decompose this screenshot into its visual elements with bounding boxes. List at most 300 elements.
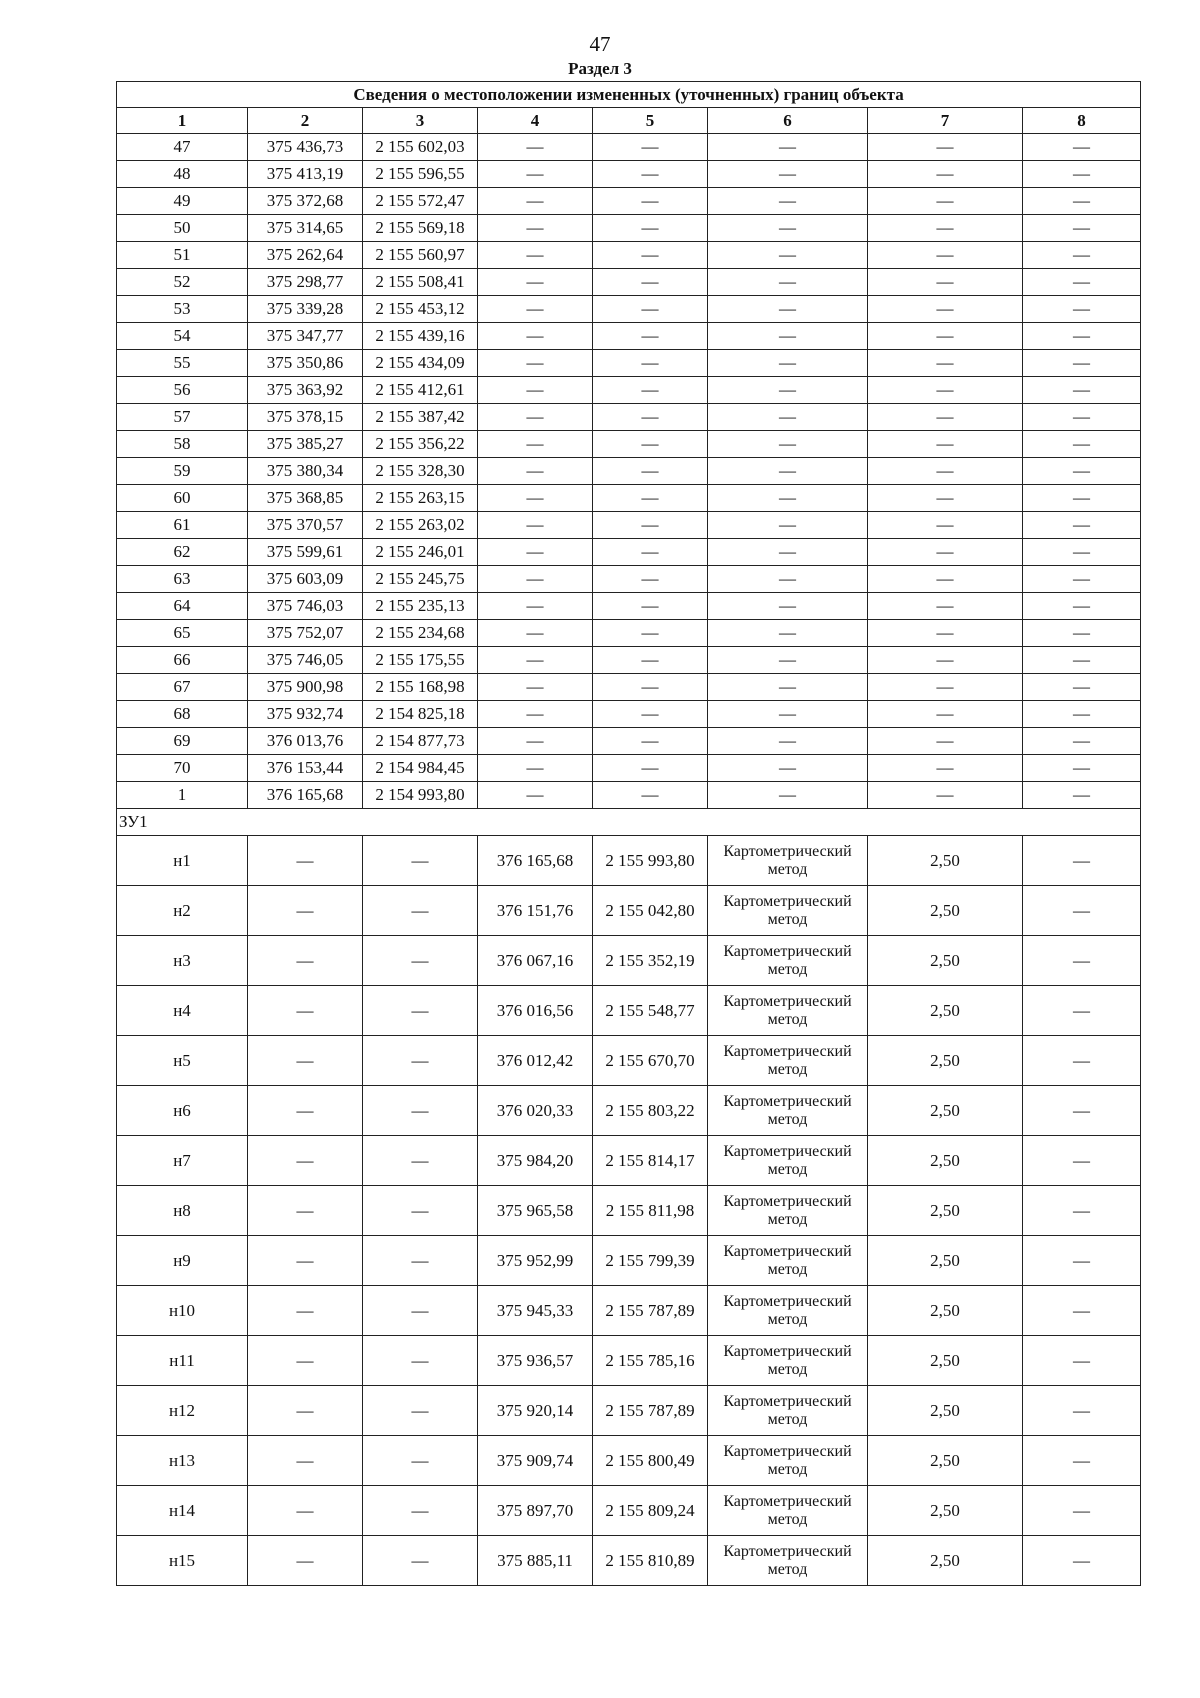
column-number: 6 xyxy=(708,108,868,134)
point-number-cell: н3 xyxy=(117,936,248,986)
method-cell: — xyxy=(708,215,868,242)
accuracy-cell: 2,50 xyxy=(868,1286,1023,1336)
table-row xyxy=(117,1486,1141,1536)
point-number-cell: н14 xyxy=(117,1486,248,1536)
point-number-cell: н13 xyxy=(117,1436,248,1486)
new-y-cell: — xyxy=(593,458,708,485)
section-title: Раздел 3 xyxy=(568,59,632,78)
description-cell: — xyxy=(1023,296,1141,323)
existing-x-cell: — xyxy=(248,886,363,936)
existing-y-cell: 2 155 439,16 xyxy=(363,323,478,350)
new-y-cell: — xyxy=(593,782,708,809)
table-row xyxy=(117,1186,1141,1236)
existing-x-cell: — xyxy=(248,1086,363,1136)
method-cell: Картометрический метод xyxy=(708,936,868,986)
existing-x-cell: 375 262,64 xyxy=(248,242,363,269)
existing-x-cell: 376 013,76 xyxy=(248,728,363,755)
accuracy-cell: 2,50 xyxy=(868,1486,1023,1536)
accuracy-cell: — xyxy=(868,674,1023,701)
existing-y-cell: 2 155 508,41 xyxy=(363,269,478,296)
method-cell: — xyxy=(708,269,868,296)
existing-y-cell: — xyxy=(363,1086,478,1136)
point-number-cell: 53 xyxy=(117,296,248,323)
table-row xyxy=(117,161,1141,188)
column-number: 7 xyxy=(868,108,1023,134)
accuracy-cell: 2,50 xyxy=(868,886,1023,936)
new-x-cell: 376 067,16 xyxy=(478,936,593,986)
table-row xyxy=(117,620,1141,647)
point-number-cell: 64 xyxy=(117,593,248,620)
table-row xyxy=(117,1136,1141,1186)
method-cell: Картометрический метод xyxy=(708,986,868,1036)
existing-x-cell: — xyxy=(248,1386,363,1436)
new-y-cell: — xyxy=(593,161,708,188)
method-cell: — xyxy=(708,134,868,161)
existing-x-cell: 375 350,86 xyxy=(248,350,363,377)
table-row xyxy=(117,1036,1141,1086)
new-y-cell: — xyxy=(593,188,708,215)
existing-x-cell: 375 298,77 xyxy=(248,269,363,296)
new-x-cell: — xyxy=(478,404,593,431)
description-cell: — xyxy=(1023,1186,1141,1236)
existing-x-cell: — xyxy=(248,936,363,986)
accuracy-cell: — xyxy=(868,485,1023,512)
new-y-cell: — xyxy=(593,701,708,728)
existing-y-cell: — xyxy=(363,1436,478,1486)
new-x-cell: — xyxy=(478,539,593,566)
existing-x-cell: 375 603,09 xyxy=(248,566,363,593)
point-number-cell: 65 xyxy=(117,620,248,647)
method-cell: — xyxy=(708,242,868,269)
existing-y-cell: — xyxy=(363,1236,478,1286)
existing-x-cell: 375 746,05 xyxy=(248,647,363,674)
table-row xyxy=(117,728,1141,755)
new-x-cell: — xyxy=(478,620,593,647)
description-cell: — xyxy=(1023,647,1141,674)
accuracy-cell: — xyxy=(868,620,1023,647)
table-row xyxy=(117,377,1141,404)
existing-x-cell: — xyxy=(248,1486,363,1536)
description-cell: — xyxy=(1023,323,1141,350)
description-cell: — xyxy=(1023,458,1141,485)
new-x-cell: — xyxy=(478,323,593,350)
method-cell: — xyxy=(708,782,868,809)
existing-x-cell: 375 752,07 xyxy=(248,620,363,647)
point-number-cell: н7 xyxy=(117,1136,248,1186)
description-cell: — xyxy=(1023,431,1141,458)
description-cell: — xyxy=(1023,1136,1141,1186)
new-x-cell: 376 020,33 xyxy=(478,1086,593,1136)
point-number-cell: 55 xyxy=(117,350,248,377)
description-cell: — xyxy=(1023,755,1141,782)
existing-x-cell: 376 165,68 xyxy=(248,782,363,809)
table-row xyxy=(117,936,1141,986)
existing-x-cell: 375 368,85 xyxy=(248,485,363,512)
description-cell: — xyxy=(1023,1386,1141,1436)
point-number-cell: н1 xyxy=(117,836,248,886)
method-cell: — xyxy=(708,728,868,755)
accuracy-cell: — xyxy=(868,728,1023,755)
accuracy-cell: — xyxy=(868,431,1023,458)
existing-y-cell: 2 155 263,02 xyxy=(363,512,478,539)
accuracy-cell: 2,50 xyxy=(868,1036,1023,1086)
new-x-cell: — xyxy=(478,593,593,620)
table-row xyxy=(117,1436,1141,1486)
method-cell: Картометрический метод xyxy=(708,1086,868,1136)
existing-y-cell: — xyxy=(363,1386,478,1436)
accuracy-cell: 2,50 xyxy=(868,1236,1023,1286)
table-row xyxy=(117,1386,1141,1436)
point-number-cell: н4 xyxy=(117,986,248,1036)
point-number-cell: н12 xyxy=(117,1386,248,1436)
method-cell: — xyxy=(708,350,868,377)
accuracy-cell: 2,50 xyxy=(868,1436,1023,1486)
method-cell: Картометрический метод xyxy=(708,886,868,936)
method-cell: — xyxy=(708,161,868,188)
table-row xyxy=(117,134,1141,161)
description-cell: — xyxy=(1023,1236,1141,1286)
table-row xyxy=(117,1536,1141,1586)
method-cell: Картометрический метод xyxy=(708,1136,868,1186)
existing-x-cell: — xyxy=(248,1136,363,1186)
existing-x-cell: — xyxy=(248,986,363,1036)
table-row xyxy=(117,593,1141,620)
new-y-cell: 2 155 811,98 xyxy=(593,1186,708,1236)
accuracy-cell: — xyxy=(868,701,1023,728)
accuracy-cell: 2,50 xyxy=(868,986,1023,1036)
description-cell: — xyxy=(1023,1336,1141,1386)
accuracy-cell: — xyxy=(868,782,1023,809)
point-number-cell: 47 xyxy=(117,134,248,161)
method-cell: Картометрический метод xyxy=(708,1336,868,1386)
existing-y-cell: 2 155 412,61 xyxy=(363,377,478,404)
new-y-cell: 2 155 993,80 xyxy=(593,836,708,886)
accuracy-cell: — xyxy=(868,350,1023,377)
new-y-cell: — xyxy=(593,296,708,323)
table-row xyxy=(117,458,1141,485)
existing-y-cell: 2 155 387,42 xyxy=(363,404,478,431)
new-y-cell: — xyxy=(593,647,708,674)
accuracy-cell: — xyxy=(868,269,1023,296)
accuracy-cell: 2,50 xyxy=(868,1136,1023,1186)
new-y-cell: — xyxy=(593,539,708,566)
existing-y-cell: 2 155 263,15 xyxy=(363,485,478,512)
new-x-cell: — xyxy=(478,647,593,674)
point-number-cell: н11 xyxy=(117,1336,248,1386)
point-number-cell: 63 xyxy=(117,566,248,593)
accuracy-cell: 2,50 xyxy=(868,1086,1023,1136)
accuracy-cell: — xyxy=(868,566,1023,593)
column-number: 8 xyxy=(1023,108,1141,134)
column-number: 3 xyxy=(363,108,478,134)
table-row xyxy=(117,1236,1141,1286)
existing-x-cell: — xyxy=(248,1536,363,1586)
point-number-cell: н10 xyxy=(117,1286,248,1336)
existing-y-cell: 2 155 168,98 xyxy=(363,674,478,701)
existing-y-cell: — xyxy=(363,1036,478,1086)
new-y-cell: — xyxy=(593,134,708,161)
new-y-cell: 2 155 809,24 xyxy=(593,1486,708,1536)
existing-y-cell: 2 155 560,97 xyxy=(363,242,478,269)
description-cell: — xyxy=(1023,161,1141,188)
new-x-cell: — xyxy=(478,431,593,458)
table-row xyxy=(117,886,1141,936)
table-caption: Сведения о местоположении измененных (уточненных) границ объекта xyxy=(117,82,1141,108)
existing-y-cell: 2 154 825,18 xyxy=(363,701,478,728)
table-row xyxy=(117,755,1141,782)
existing-x-cell: — xyxy=(248,1436,363,1486)
existing-y-cell: — xyxy=(363,936,478,986)
description-cell: — xyxy=(1023,986,1141,1036)
method-cell: — xyxy=(708,188,868,215)
new-y-cell: 2 155 814,17 xyxy=(593,1136,708,1186)
new-x-cell: — xyxy=(478,350,593,377)
table-caption-row xyxy=(117,82,1141,108)
new-y-cell: — xyxy=(593,755,708,782)
accuracy-cell: — xyxy=(868,323,1023,350)
description-cell: — xyxy=(1023,566,1141,593)
existing-y-cell: 2 155 234,68 xyxy=(363,620,478,647)
existing-x-cell: — xyxy=(248,1036,363,1086)
new-y-cell: 2 155 799,39 xyxy=(593,1236,708,1286)
existing-x-cell: 375 436,73 xyxy=(248,134,363,161)
existing-y-cell: 2 154 993,80 xyxy=(363,782,478,809)
new-y-cell: — xyxy=(593,593,708,620)
accuracy-cell: — xyxy=(868,215,1023,242)
point-number-cell: 67 xyxy=(117,674,248,701)
point-number-cell: 68 xyxy=(117,701,248,728)
new-x-cell: 375 897,70 xyxy=(478,1486,593,1536)
point-number-cell: 49 xyxy=(117,188,248,215)
accuracy-cell: — xyxy=(868,755,1023,782)
accuracy-cell: — xyxy=(868,296,1023,323)
description-cell: — xyxy=(1023,1036,1141,1086)
table-row xyxy=(117,674,1141,701)
new-x-cell: — xyxy=(478,134,593,161)
description-cell: — xyxy=(1023,782,1141,809)
new-y-cell: 2 155 787,89 xyxy=(593,1386,708,1436)
new-x-cell: 375 920,14 xyxy=(478,1386,593,1436)
new-y-cell: — xyxy=(593,377,708,404)
method-cell: Картометрический метод xyxy=(708,1186,868,1236)
new-x-cell: — xyxy=(478,188,593,215)
table-row xyxy=(117,215,1141,242)
new-x-cell: — xyxy=(478,701,593,728)
accuracy-cell: 2,50 xyxy=(868,1536,1023,1586)
table-row xyxy=(117,269,1141,296)
existing-x-cell: 375 932,74 xyxy=(248,701,363,728)
description-cell: — xyxy=(1023,936,1141,986)
page-number: 47 xyxy=(589,32,611,56)
new-y-cell: — xyxy=(593,242,708,269)
table-row xyxy=(117,323,1141,350)
new-y-cell: 2 155 042,80 xyxy=(593,886,708,936)
existing-x-cell: 375 372,68 xyxy=(248,188,363,215)
new-x-cell: — xyxy=(478,242,593,269)
method-cell: Картометрический метод xyxy=(708,1036,868,1086)
method-cell: — xyxy=(708,701,868,728)
method-cell: — xyxy=(708,323,868,350)
new-y-cell: 2 155 785,16 xyxy=(593,1336,708,1386)
new-x-cell: 375 909,74 xyxy=(478,1436,593,1486)
method-cell: Картометрический метод xyxy=(708,1536,868,1586)
new-y-cell: 2 155 787,89 xyxy=(593,1286,708,1336)
existing-y-cell: — xyxy=(363,1336,478,1386)
new-x-cell: — xyxy=(478,566,593,593)
existing-x-cell: 375 370,57 xyxy=(248,512,363,539)
existing-y-cell: — xyxy=(363,1486,478,1536)
method-cell: — xyxy=(708,566,868,593)
method-cell: Картометрический метод xyxy=(708,1236,868,1286)
accuracy-cell: — xyxy=(868,539,1023,566)
table-row xyxy=(117,1336,1141,1386)
new-y-cell: — xyxy=(593,566,708,593)
existing-y-cell: 2 155 453,12 xyxy=(363,296,478,323)
point-number-cell: 58 xyxy=(117,431,248,458)
accuracy-cell: — xyxy=(868,242,1023,269)
new-x-cell: — xyxy=(478,296,593,323)
point-number-cell: н15 xyxy=(117,1536,248,1586)
table-row xyxy=(117,701,1141,728)
table-row xyxy=(117,566,1141,593)
method-cell: — xyxy=(708,512,868,539)
new-y-cell: 2 155 810,89 xyxy=(593,1536,708,1586)
description-cell: — xyxy=(1023,886,1141,936)
method-cell: — xyxy=(708,593,868,620)
point-number-cell: н6 xyxy=(117,1086,248,1136)
description-cell: — xyxy=(1023,350,1141,377)
existing-y-cell: 2 154 877,73 xyxy=(363,728,478,755)
method-cell: — xyxy=(708,404,868,431)
point-number-cell: 69 xyxy=(117,728,248,755)
new-y-cell: — xyxy=(593,350,708,377)
table-row xyxy=(117,1286,1141,1336)
method-cell: — xyxy=(708,539,868,566)
description-cell: — xyxy=(1023,404,1141,431)
accuracy-cell: — xyxy=(868,134,1023,161)
method-cell: — xyxy=(708,647,868,674)
existing-x-cell: 376 153,44 xyxy=(248,755,363,782)
table-row xyxy=(117,485,1141,512)
coordinates-table xyxy=(116,81,1141,1586)
new-y-cell: — xyxy=(593,728,708,755)
new-y-cell: — xyxy=(593,620,708,647)
existing-x-cell: 375 314,65 xyxy=(248,215,363,242)
point-number-cell: 62 xyxy=(117,539,248,566)
description-cell: — xyxy=(1023,485,1141,512)
description-cell: — xyxy=(1023,593,1141,620)
existing-x-cell: 375 385,27 xyxy=(248,431,363,458)
description-cell: — xyxy=(1023,188,1141,215)
table-row xyxy=(117,647,1141,674)
existing-y-cell: — xyxy=(363,1536,478,1586)
table-row xyxy=(117,242,1141,269)
method-cell: — xyxy=(708,296,868,323)
method-cell: — xyxy=(708,674,868,701)
accuracy-cell: — xyxy=(868,377,1023,404)
accuracy-cell: — xyxy=(868,404,1023,431)
new-y-cell: — xyxy=(593,215,708,242)
new-x-cell: — xyxy=(478,269,593,296)
existing-x-cell: 375 746,03 xyxy=(248,593,363,620)
description-cell: — xyxy=(1023,242,1141,269)
existing-x-cell: 375 900,98 xyxy=(248,674,363,701)
existing-y-cell: — xyxy=(363,886,478,936)
point-number-cell: 51 xyxy=(117,242,248,269)
description-cell: — xyxy=(1023,701,1141,728)
new-x-cell: 376 151,76 xyxy=(478,886,593,936)
accuracy-cell: 2,50 xyxy=(868,1336,1023,1386)
existing-y-cell: 2 155 434,09 xyxy=(363,350,478,377)
existing-y-cell: 2 155 245,75 xyxy=(363,566,478,593)
method-cell: — xyxy=(708,458,868,485)
existing-y-cell: 2 155 328,30 xyxy=(363,458,478,485)
new-x-cell: 375 885,11 xyxy=(478,1536,593,1586)
accuracy-cell: — xyxy=(868,458,1023,485)
existing-y-cell: 2 155 356,22 xyxy=(363,431,478,458)
point-number-cell: 70 xyxy=(117,755,248,782)
point-number-cell: 52 xyxy=(117,269,248,296)
existing-x-cell: — xyxy=(248,1236,363,1286)
point-number-cell: н8 xyxy=(117,1186,248,1236)
new-y-cell: 2 155 800,49 xyxy=(593,1436,708,1486)
method-cell: — xyxy=(708,485,868,512)
existing-y-cell: 2 155 569,18 xyxy=(363,215,478,242)
point-number-cell: 50 xyxy=(117,215,248,242)
method-cell: — xyxy=(708,620,868,647)
method-cell: Картометрический метод xyxy=(708,1486,868,1536)
table-row xyxy=(117,1086,1141,1136)
description-cell: — xyxy=(1023,1486,1141,1536)
accuracy-cell: — xyxy=(868,647,1023,674)
new-x-cell: — xyxy=(478,728,593,755)
point-number-cell: 59 xyxy=(117,458,248,485)
description-cell: — xyxy=(1023,1286,1141,1336)
accuracy-cell: 2,50 xyxy=(868,836,1023,886)
new-x-cell: — xyxy=(478,674,593,701)
description-cell: — xyxy=(1023,1086,1141,1136)
existing-y-cell: 2 155 175,55 xyxy=(363,647,478,674)
existing-x-cell: 375 413,19 xyxy=(248,161,363,188)
new-x-cell: — xyxy=(478,458,593,485)
description-cell: — xyxy=(1023,1436,1141,1486)
column-number: 2 xyxy=(248,108,363,134)
table-row xyxy=(117,188,1141,215)
existing-x-cell: 375 599,61 xyxy=(248,539,363,566)
description-cell: — xyxy=(1023,539,1141,566)
accuracy-cell: — xyxy=(868,161,1023,188)
new-y-cell: — xyxy=(593,512,708,539)
description-cell: — xyxy=(1023,620,1141,647)
description-cell: — xyxy=(1023,215,1141,242)
existing-y-cell: 2 154 984,45 xyxy=(363,755,478,782)
accuracy-cell: — xyxy=(868,188,1023,215)
table-row xyxy=(117,296,1141,323)
existing-y-cell: 2 155 235,13 xyxy=(363,593,478,620)
new-y-cell: — xyxy=(593,404,708,431)
point-number-cell: 61 xyxy=(117,512,248,539)
accuracy-cell: — xyxy=(868,593,1023,620)
existing-x-cell: 375 347,77 xyxy=(248,323,363,350)
point-number-cell: 57 xyxy=(117,404,248,431)
table-row xyxy=(117,836,1141,886)
accuracy-cell: 2,50 xyxy=(868,1186,1023,1236)
method-cell: Картометрический метод xyxy=(708,1436,868,1486)
description-cell: — xyxy=(1023,728,1141,755)
column-number: 1 xyxy=(117,108,248,134)
group-label: ЗУ1 xyxy=(117,809,1141,836)
column-number: 5 xyxy=(593,108,708,134)
